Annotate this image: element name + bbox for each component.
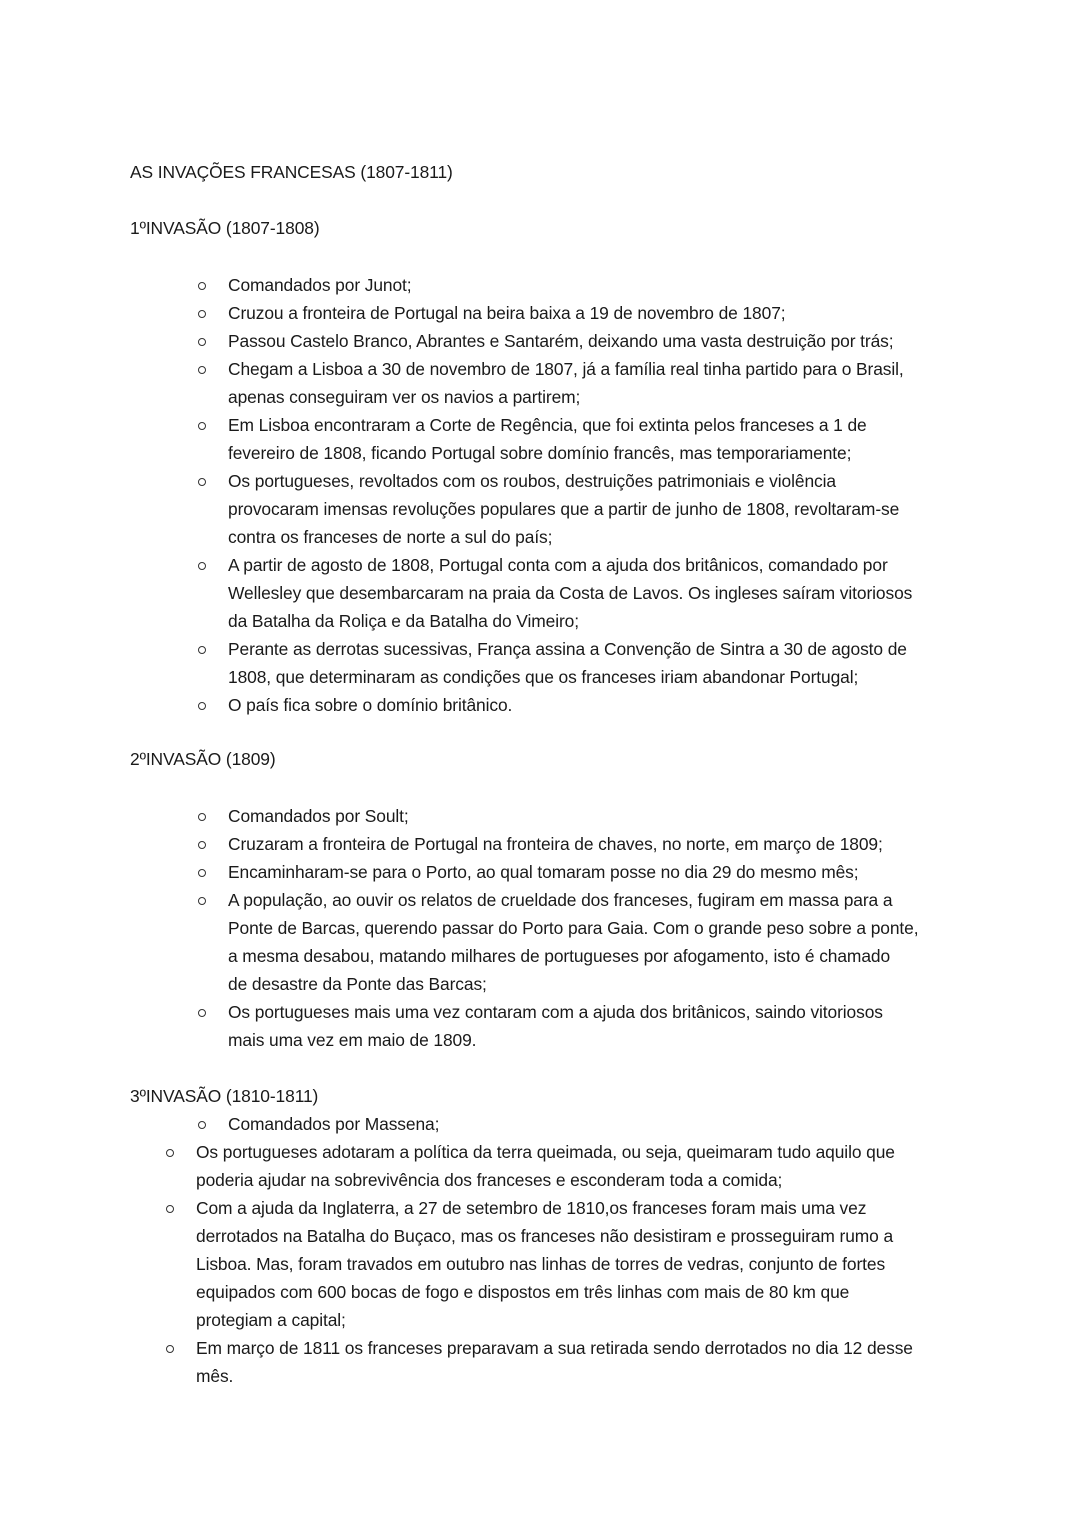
list-item-text-line: mês. xyxy=(196,1366,234,1386)
list-item-text-line: da Batalha da Roliça e da Batalha do Vimeiro; xyxy=(228,611,579,631)
hollow-circle-bullet-icon xyxy=(198,1009,206,1017)
section-heading-3: 3ºINVASÃO (1810-1811) xyxy=(130,1086,319,1106)
section-heading-2: 2ºINVASÃO (1809) xyxy=(130,749,276,769)
list-item-text-line: protegiam a capital; xyxy=(196,1310,346,1330)
bullet-list-3-indented xyxy=(228,1110,439,1138)
list-item xyxy=(228,998,918,1054)
list-item-text-line: Os portugueses adotaram a política da terra queimada, ou seja, queimaram tudo aquilo que xyxy=(196,1142,895,1162)
hollow-circle-bullet-icon xyxy=(198,366,206,374)
list-item xyxy=(228,271,912,299)
hollow-circle-bullet-icon xyxy=(198,422,206,430)
hollow-circle-bullet-icon xyxy=(198,897,206,905)
list-item-text-line: Lisboa. Mas, foram travados em outubro nas linhas de torres de vedras, conjunto de fortes xyxy=(196,1254,886,1274)
list-item xyxy=(228,635,912,691)
list-item-text-line: O país fica sobre o domínio britânico. xyxy=(228,695,513,715)
list-item-text-line: fevereiro de 1808, ficando Portugal sobre domínio francês, mas temporariamente; xyxy=(228,443,852,463)
list-item xyxy=(228,551,912,635)
bullet-list-1 xyxy=(228,271,912,719)
list-item xyxy=(196,1138,913,1194)
list-item xyxy=(228,299,912,327)
list-item xyxy=(228,467,912,551)
list-item-text-line: poderia ajudar na sobrevivência dos franceses e esconderam toda a comida; xyxy=(196,1170,783,1190)
list-item-text-line: Em março de 1811 os franceses preparavam a sua retirada sendo derrotados no dia 12 desse xyxy=(196,1338,913,1358)
list-item xyxy=(196,1194,913,1334)
list-item xyxy=(228,830,918,858)
bullet-list-3 xyxy=(196,1138,913,1390)
list-item-text-line: Cruzou a fronteira de Portugal na beira baixa a 19 de novembro de 1807; xyxy=(228,303,786,323)
list-item-text-line: A partir de agosto de 1808, Portugal conta com a ajuda dos britânicos, comandado por xyxy=(228,555,888,575)
list-item-text-line: Passou Castelo Branco, Abrantes e Santarém, deixando uma vasta destruição por trás; xyxy=(228,331,894,351)
list-item-text-line: Em Lisboa encontraram a Corte de Regência, que foi extinta pelos franceses a 1 de xyxy=(228,415,867,435)
hollow-circle-bullet-icon xyxy=(166,1345,174,1353)
list-item xyxy=(228,858,918,886)
list-item xyxy=(228,327,912,355)
bullet-list-2 xyxy=(228,802,918,1054)
list-item xyxy=(228,1110,439,1138)
list-item-text-line: Os portugueses, revoltados com os roubos, destruições patrimoniais e violência xyxy=(228,471,836,491)
hollow-circle-bullet-icon xyxy=(198,702,206,710)
list-item-text-line: Wellesley que desembarcaram na praia da Costa de Lavos. Os ingleses saíram vitoriosos xyxy=(228,583,913,603)
list-item-text-line: Chegam a Lisboa a 30 de novembro de 1807, já a família real tinha partido para o Brasil, xyxy=(228,359,904,379)
section-heading-1: 1ºINVASÃO (1807-1808) xyxy=(130,218,320,238)
list-item-text-line: Ponte de Barcas, querendo passar do Porto para Gaia. Com o grande peso sobre a ponte, xyxy=(228,918,919,938)
hollow-circle-bullet-icon xyxy=(198,478,206,486)
hollow-circle-bullet-icon xyxy=(198,646,206,654)
list-item-text-line: apenas conseguiram ver os navios a partirem; xyxy=(228,387,581,407)
list-item xyxy=(228,355,912,411)
hollow-circle-bullet-icon xyxy=(166,1149,174,1157)
list-item-text-line: Com a ajuda da Inglaterra, a 27 de setembro de 1810,os franceses foram mais uma vez xyxy=(196,1198,867,1218)
list-item-text-line: Perante as derrotas sucessivas, França assina a Convenção de Sintra a 30 de agosto de xyxy=(228,639,907,659)
document-title: AS INVAÇÕES FRANCESAS (1807-1811) xyxy=(130,162,453,182)
hollow-circle-bullet-icon xyxy=(166,1205,174,1213)
list-item xyxy=(196,1334,913,1390)
hollow-circle-bullet-icon xyxy=(198,562,206,570)
hollow-circle-bullet-icon xyxy=(198,1121,206,1129)
list-item-text-line: de desastre da Ponte das Barcas; xyxy=(228,974,487,994)
list-item-text-line: Comandados por Soult; xyxy=(228,806,409,826)
list-item-text-line: a mesma desabou, matando milhares de portugueses por afogamento, isto é chamado xyxy=(228,946,891,966)
hollow-circle-bullet-icon xyxy=(198,841,206,849)
list-item-text-line: 1808, que determinaram as condições que os franceses iriam abandonar Portugal; xyxy=(228,667,859,687)
hollow-circle-bullet-icon xyxy=(198,869,206,877)
list-item-text-line: provocaram imensas revoluções populares que a partir de junho de 1808, revoltaram-se xyxy=(228,499,900,519)
list-item-text-line: Os portugueses mais uma vez contaram com a ajuda dos britânicos, saindo vitoriosos xyxy=(228,1002,883,1022)
hollow-circle-bullet-icon xyxy=(198,338,206,346)
list-item-text-line: Encaminharam-se para o Porto, ao qual tomaram posse no dia 29 do mesmo mês; xyxy=(228,862,859,882)
list-item-text-line: Comandados por Massena; xyxy=(228,1114,440,1134)
hollow-circle-bullet-icon xyxy=(198,813,206,821)
list-item-text-line: mais uma vez em maio de 1809. xyxy=(228,1030,477,1050)
list-item-text-line: derrotados na Batalha do Buçaco, mas os franceses não desistiram e prosseguiram rumo a xyxy=(196,1226,894,1246)
list-item xyxy=(228,691,912,719)
list-item-text-line: A população, ao ouvir os relatos de crueldade dos franceses, fugiram em massa para a xyxy=(228,890,893,910)
list-item xyxy=(228,411,912,467)
list-item-text-line: equipados com 600 bocas de fogo e dispostos em três linhas com mais de 80 km que xyxy=(196,1282,850,1302)
list-item-text-line: contra os franceses de norte a sul do país; xyxy=(228,527,553,547)
hollow-circle-bullet-icon xyxy=(198,282,206,290)
list-item xyxy=(228,802,918,830)
list-item xyxy=(228,886,918,998)
hollow-circle-bullet-icon xyxy=(198,310,206,318)
list-item-text-line: Comandados por Junot; xyxy=(228,275,412,295)
list-item-text-line: Cruzaram a fronteira de Portugal na fronteira de chaves, no norte, em março de 1809; xyxy=(228,834,883,854)
